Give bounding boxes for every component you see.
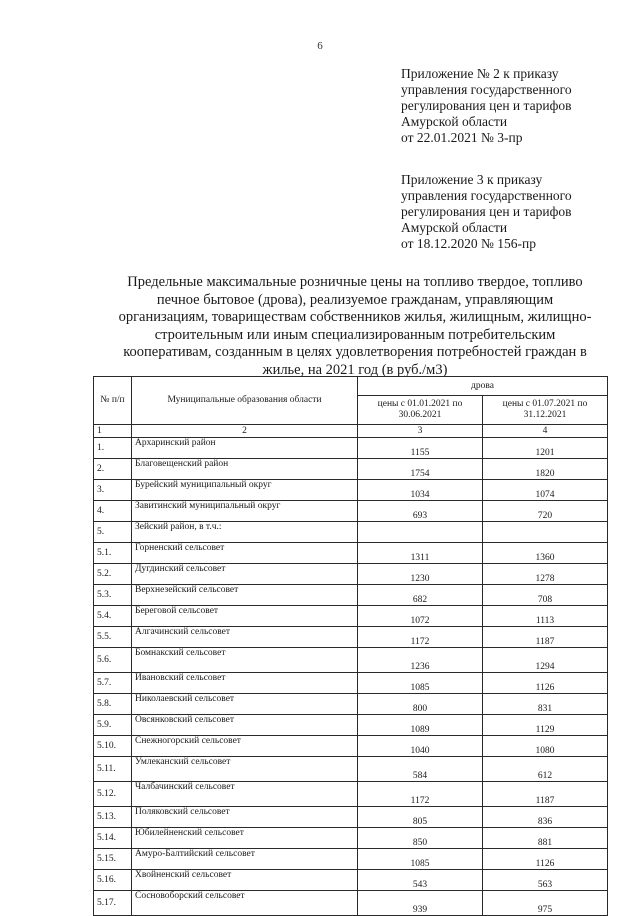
municipality-name: Дугдинский сельсовет	[132, 564, 358, 585]
table-row	[94, 501, 608, 522]
row-number: 5.12.	[94, 782, 132, 807]
header-num: № п/п	[94, 377, 132, 425]
price-period-1: 682	[358, 585, 483, 606]
price-period-1: 1040	[358, 736, 483, 757]
annex-line: Амурской области	[401, 114, 508, 129]
row-number: 5.10.	[94, 736, 132, 757]
price-period-2: 1360	[483, 543, 608, 564]
row-number: 5.4.	[94, 606, 132, 627]
annex-note-current	[401, 66, 631, 146]
column-number: 3	[358, 425, 483, 438]
table-row	[94, 480, 608, 501]
price-period-2: 1278	[483, 564, 608, 585]
annex-line: управления государственного	[401, 82, 572, 97]
price-period-1: 800	[358, 694, 483, 715]
column-number-row	[94, 425, 608, 438]
price-period-2	[483, 522, 608, 543]
municipality-name: Хвойненский сельсовет	[132, 870, 358, 891]
row-number: 5.17.	[94, 891, 132, 916]
annex-line: Приложение № 2 к приказу	[401, 66, 559, 81]
municipality-name: Чалбачинский сельсовет	[132, 782, 358, 807]
header-period-2: цены с 01.07.2021 по 31.12.2021	[483, 396, 608, 425]
annex-line: от 18.12.2020 № 156-пр	[401, 236, 536, 251]
price-period-2: 1126	[483, 849, 608, 870]
price-period-2: 1187	[483, 782, 608, 807]
price-period-2: 612	[483, 757, 608, 782]
header-municipality: Муниципальные образования области	[132, 377, 358, 425]
price-period-1: 1085	[358, 673, 483, 694]
row-number: 5.5.	[94, 627, 132, 648]
table-row	[94, 673, 608, 694]
municipality-name: Береговой сельсовет	[132, 606, 358, 627]
row-number: 5.	[94, 522, 132, 543]
price-period-2: 1129	[483, 715, 608, 736]
price-period-2: 708	[483, 585, 608, 606]
municipality-name: Алгачинский сельсовет	[132, 627, 358, 648]
row-number: 5.15.	[94, 849, 132, 870]
table-row	[94, 585, 608, 606]
price-period-1: 1034	[358, 480, 483, 501]
page-number: 6	[317, 40, 323, 52]
table-row	[94, 807, 608, 828]
title-line: жилье, на 2021 год (в руб./м3)	[262, 361, 448, 378]
price-period-1: 805	[358, 807, 483, 828]
price-table	[93, 376, 608, 916]
price-period-1: 1172	[358, 782, 483, 807]
annex-line: от 22.01.2021 № 3-пр	[401, 130, 523, 145]
title-line: печное бытовое (дрова), реализуемое гражданам, управляющим	[156, 291, 554, 308]
price-period-1: 543	[358, 870, 483, 891]
table-body	[94, 438, 608, 916]
row-number: 3.	[94, 480, 132, 501]
row-number: 5.7.	[94, 673, 132, 694]
price-period-1: 1172	[358, 627, 483, 648]
municipality-name: Сосновоборский сельсовет	[132, 891, 358, 916]
row-number: 5.13.	[94, 807, 132, 828]
table-row	[94, 438, 608, 459]
table-row	[94, 606, 608, 627]
header-firewood: дрова	[358, 377, 608, 396]
municipality-name: Умлеканский сельсовет	[132, 757, 358, 782]
price-period-2: 1201	[483, 438, 608, 459]
column-number: 1	[94, 425, 132, 438]
price-period-2: 881	[483, 828, 608, 849]
price-period-1: 1089	[358, 715, 483, 736]
column-number: 4	[483, 425, 608, 438]
price-period-1: 1754	[358, 459, 483, 480]
table-row	[94, 782, 608, 807]
table-row	[94, 828, 608, 849]
column-number: 2	[132, 425, 358, 438]
price-period-2: 1126	[483, 673, 608, 694]
row-number: 2.	[94, 459, 132, 480]
price-period-2: 1080	[483, 736, 608, 757]
municipality-name: Снежногорский сельсовет	[132, 736, 358, 757]
municipality-name: Завитинский муниципальный округ	[132, 501, 358, 522]
price-period-2: 1187	[483, 627, 608, 648]
municipality-name: Ивановский сельсовет	[132, 673, 358, 694]
price-period-1: 1085	[358, 849, 483, 870]
price-period-1: 850	[358, 828, 483, 849]
price-period-1: 584	[358, 757, 483, 782]
municipality-name: Благовещенский район	[132, 459, 358, 480]
price-period-1: 939	[358, 891, 483, 916]
title-line: строительным или иным специализированным потребительским	[154, 326, 556, 343]
table-row	[94, 627, 608, 648]
municipality-name: Бомнакский сельсовет	[132, 648, 358, 673]
row-number: 4.	[94, 501, 132, 522]
table-row	[94, 849, 608, 870]
price-period-1: 1236	[358, 648, 483, 673]
table-row	[94, 757, 608, 782]
table-row	[94, 891, 608, 916]
annex-note-original	[401, 172, 631, 252]
municipality-name: Овсянковский сельсовет	[132, 715, 358, 736]
municipality-name: Поляковский сельсовет	[132, 807, 358, 828]
row-number: 5.2.	[94, 564, 132, 585]
table-row	[94, 736, 608, 757]
price-period-2: 1820	[483, 459, 608, 480]
annex-line: Приложение 3 к приказу	[401, 172, 543, 187]
table-row	[94, 648, 608, 673]
annex-line: Амурской области	[401, 220, 508, 235]
price-period-1: 693	[358, 501, 483, 522]
row-number: 5.14.	[94, 828, 132, 849]
municipality-name: Горненский сельсовет	[132, 543, 358, 564]
document-title	[95, 274, 615, 379]
municipality-name: Бурейский муниципальный округ	[132, 480, 358, 501]
table-row	[94, 459, 608, 480]
title-line: кооперативам, созданным в целях удовлетворения потребностей граждан в	[123, 344, 587, 360]
row-number: 5.1.	[94, 543, 132, 564]
price-period-2: 831	[483, 694, 608, 715]
header-period-1: цены с 01.01.2021 по 30.06.2021	[358, 396, 483, 425]
price-period-2: 836	[483, 807, 608, 828]
price-period-2: 1294	[483, 648, 608, 673]
price-period-2: 975	[483, 891, 608, 916]
annex-line: регулирования цен и тарифов	[401, 98, 572, 113]
municipality-name: Верхнезейский сельсовет	[132, 585, 358, 606]
price-period-1	[358, 522, 483, 543]
table-row	[94, 522, 608, 543]
table-row	[94, 870, 608, 891]
price-period-1: 1072	[358, 606, 483, 627]
row-number: 5.16.	[94, 870, 132, 891]
price-period-1: 1311	[358, 543, 483, 564]
price-period-2: 1074	[483, 480, 608, 501]
price-period-2: 720	[483, 501, 608, 522]
annex-line: управления государственного	[401, 188, 572, 203]
annex-line: регулирования цен и тарифов	[401, 204, 572, 219]
price-period-1: 1230	[358, 564, 483, 585]
municipality-name: Николаевский сельсовет	[132, 694, 358, 715]
municipality-name: Юбилейненский сельсовет	[132, 828, 358, 849]
table-row	[94, 564, 608, 585]
municipality-name: Амуро-Балтийский сельсовет	[132, 849, 358, 870]
price-period-1: 1155	[358, 438, 483, 459]
price-period-2: 1113	[483, 606, 608, 627]
municipality-name: Зейский район, в т.ч.:	[132, 522, 358, 543]
table-row	[94, 543, 608, 564]
title-line: организациям, товариществам собственников жилья, жилищным, жилищно-	[118, 309, 592, 325]
row-number: 5.3.	[94, 585, 132, 606]
table-row	[94, 694, 608, 715]
row-number: 5.9.	[94, 715, 132, 736]
price-period-2: 563	[483, 870, 608, 891]
row-number: 5.8.	[94, 694, 132, 715]
row-number: 1.	[94, 438, 132, 459]
title-line: Предельные максимальные розничные цены на топливо твердое, топливо	[127, 274, 583, 290]
table-row	[94, 715, 608, 736]
row-number: 5.11.	[94, 757, 132, 782]
row-number: 5.6.	[94, 648, 132, 673]
municipality-name: Архаринский район	[132, 438, 358, 459]
